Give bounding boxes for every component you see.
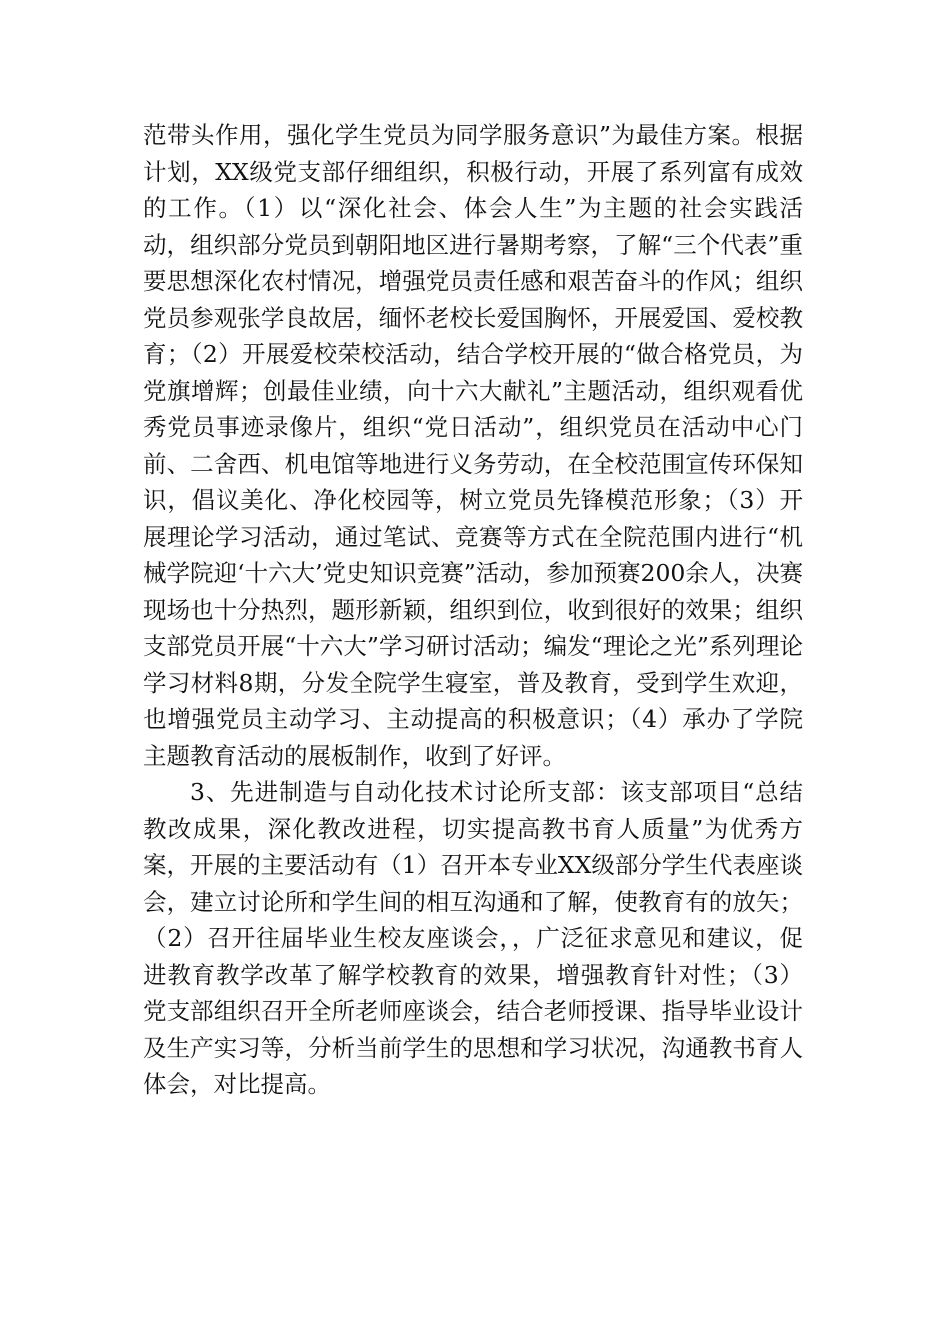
paragraph-2: 3、先进制造与自动化技术讨论所支部：该支部项目“总结教改成果，深化教改进程，切实提高教书育人质量”为优秀方案，开展的主要活动有（1）召开本专业XX级部分学生代表座谈会，建立讨论所和学生间的相互沟通和了解，使教育有的放矢；（2）召开往届毕业生校友座谈会，，广泛征求意见和建议，促进教育教学改革了解学校教育的效果，增强教育针对性；（3）党支部组织召开全所老师座谈会，结合老师授课、指导毕业设计及生产实习等，分析当前学生的思想和学习状况，沟通教书育人体会，对比提高。 [143, 778, 803, 1098]
document-body [143, 117, 803, 1103]
paragraph-1: 范带头作用，强化学生党员为同学服务意识”为最佳方案。根据计划，XX级党支部仔细组织，积极行动，开展了系列富有成效的工作。（1）以“深化社会、体会人生”为主题的社会实践活动，组织部分党员到朝阳地区进行暑期考察，了解“三个代表”重要思想深化农村情况，增强党员责任感和艰苦奋斗的作风；组织党员参观张学良故居，缅怀老校长爱国胸怀，开展爱国、爱校教育；（2）开展爱校荣校活动，结合学校开展的“做合格党员，为党旗增辉；创最佳业绩，向十六大献礼”主题活动，组织观看优秀党员事迹录像片，组织“党日活动”，组织党员在活动中心门前、二舍西、机电馆等地进行义务劳动，在全校范围宣传环保知识，倡议美化、净化校园等，树立党员先锋模范形象；（3）开展理论学习活动，通过笔试、竞赛等方式在全院范围内进行“机械学院迎‘十六大’党史知识竞赛”活动，参加预赛200余人，决赛现场也十分热烈，题形新颖，组织到位，收到很好的效果；组织支部党员开展“十六大”学习研讨活动；编发“理论之光”系列理论学习材料8期，分发全院学生寝室，普及教育，受到学生欢迎，也增强党员主动学习、主动提高的积极意识；（4）承办了学院主题教育活动的展板制作，收到了好评。 [143, 121, 803, 770]
